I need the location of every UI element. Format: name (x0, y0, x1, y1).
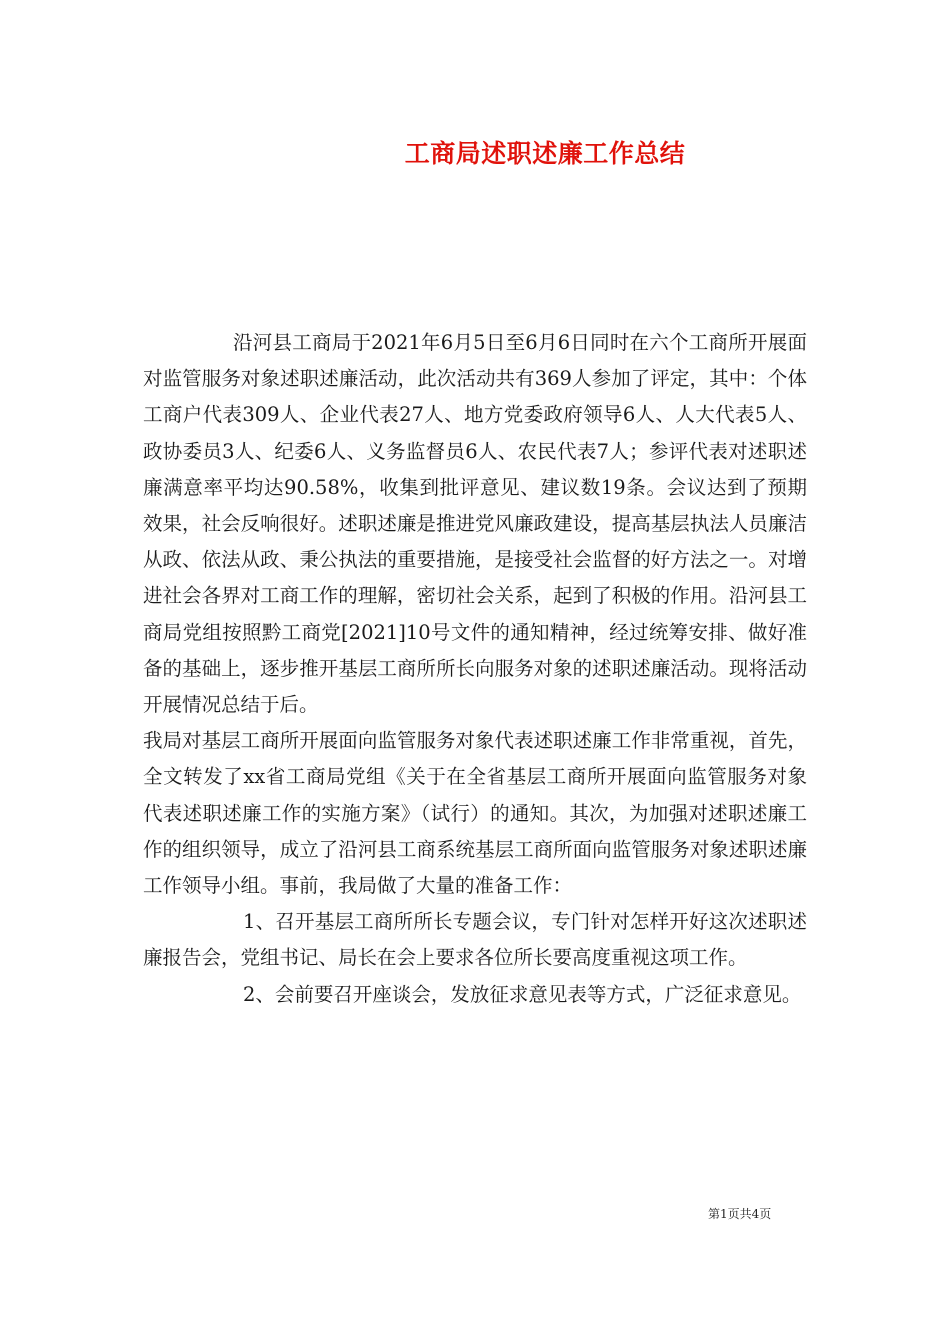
list-item-2: 2、会前要召开座谈会，发放征求意见表等方式，广泛征求意见。 (243, 982, 802, 1006)
list-item-1: 1、召开基层工商所所长专题会议，专门针对怎样开好这次述职述廉报告会，党组书记、局长在会上要求各位所长要高度重视这项工作。 (143, 910, 807, 970)
page-title: 工商局述职述廉工作总结 (404, 139, 686, 168)
paragraph-intro: 沿河县工商局于2021年6月5日至6月6日同时在六个工商所开展面对监管服务对象述职述廉活动，此次活动共有369人参加了评定，其中：个体工商户代表309人、企业代表27人、地方党委政府领导6人、人大代表5人、政协委员3人、纪委6人、义务监督员6人、农民代表7人；参评代表对述职述廉满意率平均达90.58%，收集到批评意见、建议数19条。会议达到了预期效果，社会反响很好。述职述廉是推进党风廉政建设，提高基层执法人员廉洁从政、依法从政、秉公执法的重要措施，是接受社会监督的好方法之一。对增进社会各界对工商工作的理解，密切社会关系，起到了积极的作用。沿河县工商局党组按照黔工商党[2021]10号文件的通知精神，经过统筹安排、做好准备的基础上，逐步推开基层工商所所长向服务对象的述职述廉活动。现将活动开展情况总结于后。 (143, 331, 807, 717)
document-body (143, 325, 807, 1013)
page-number: 第1页共4页 (708, 1207, 772, 1221)
paragraph-preparation: 我局对基层工商所开展面向监管服务对象代表述职述廉工作非常重视，首先，全文转发了xx省工商局党组《关于在全省基层工商所开展面向监管服务对象代表述职述廉工作的实施方案》（试行）的通知。其次，为加强对述职述廉工作的组织领导，成立了沿河县工商系统基层工商所面向监管服务对象述职述廉工作领导小组。事前，我局做了大量的准备工作： (143, 729, 807, 898)
